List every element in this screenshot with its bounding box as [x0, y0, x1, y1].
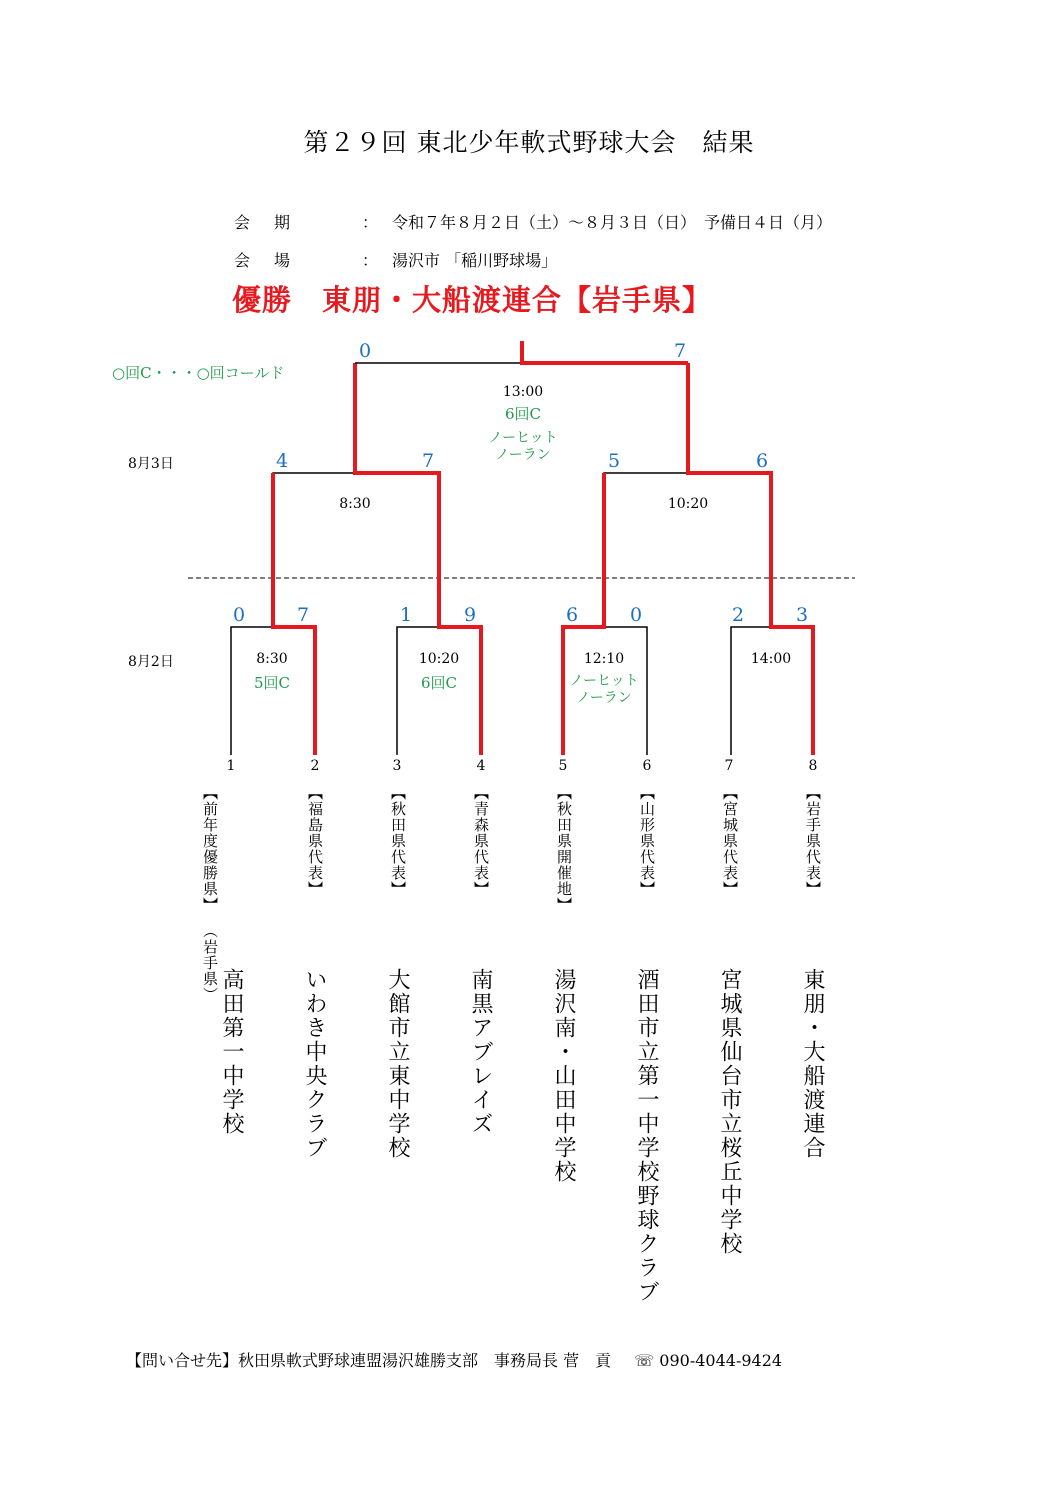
team-6-column — [637, 785, 657, 897]
team-3-column — [388, 785, 408, 897]
final-note2-line2: ノーラン — [495, 447, 551, 463]
final-note: 6回C — [504, 405, 542, 423]
team-6-name: 酒田市立第一中学校野球クラブ — [634, 968, 659, 1304]
semi2-score-left: 5 — [607, 450, 621, 472]
period-colon: ： — [362, 213, 379, 232]
period-label: 会期 — [234, 213, 315, 232]
page-title: 第２９回 東北少年軟式野球大会 結果 — [303, 128, 755, 157]
team-5-name-col — [551, 968, 575, 1184]
semi2-time: 10:20 — [667, 496, 709, 512]
semi1-score-left: 4 — [275, 450, 289, 472]
team-4-pref: 【青森県代表】 — [472, 785, 490, 897]
seed-1: 1 — [226, 758, 236, 774]
seed-4: 4 — [476, 758, 486, 774]
r1g2-score-left: 1 — [399, 604, 413, 626]
r1g3-note-line2: ノーラン — [576, 690, 632, 706]
seed-7: 7 — [724, 758, 734, 774]
team-4-name: 南黒アブレイズ — [468, 968, 493, 1136]
team-2-name: いわき中央クラブ — [302, 968, 327, 1160]
team-1-name: 高田第一中学校 — [219, 968, 244, 1136]
r1g2-score-right: 9 — [463, 604, 477, 626]
r1g4-loser-line — [731, 627, 771, 755]
team-7-name-col — [717, 968, 741, 1256]
seed-3: 3 — [392, 758, 402, 774]
seed-5: 5 — [558, 758, 568, 774]
r1g4-time: 14:00 — [750, 651, 792, 667]
final-score-left: 0 — [358, 340, 372, 362]
team-6-name-col — [634, 968, 658, 1304]
team-5-pref: 【秋田県開催地】 — [555, 785, 573, 913]
team-3-pref: 【秋田県代表】 — [389, 785, 407, 897]
team-8-column — [803, 785, 823, 897]
team-4-name-col — [468, 968, 492, 1136]
venue-colon: ： — [362, 251, 379, 270]
team-8-name: 東朋・大船渡連合 — [800, 968, 825, 1160]
r1g2-note: 6回C — [420, 674, 458, 692]
venue-value: 湯沢市 「稲川野球場」 — [392, 251, 558, 270]
team-7-name: 宮城県仙台市立桜丘中学校 — [717, 968, 742, 1256]
r1g1-note: 5回C — [253, 674, 291, 692]
team-7-pref: 【宮城県代表】 — [721, 785, 739, 897]
venue-label: 会場 — [234, 251, 315, 270]
seed-6: 6 — [642, 758, 652, 774]
team-4-column — [471, 785, 491, 897]
team-8-pref: 【岩手県代表】 — [804, 785, 822, 897]
seed-8: 8 — [808, 758, 818, 774]
winner-banner: 優勝 東朋・大船渡連合【岩手県】 — [232, 283, 713, 317]
final-score-right: 7 — [673, 340, 687, 362]
team-3-name-col — [385, 968, 409, 1160]
r1g2-time: 10:20 — [418, 651, 460, 667]
final-time: 13:00 — [502, 384, 544, 400]
footer-contact — [126, 1348, 800, 1371]
r1g3-score-left: 6 — [565, 604, 579, 626]
semi2-loser-line — [604, 473, 688, 578]
legend-note: ○回C・・・○回コールド — [112, 364, 285, 382]
final-note2-line1: ノーヒット — [488, 430, 558, 446]
team-2-pref: 【福島県代表】 — [306, 785, 324, 897]
team-3-name: 大館市立東中学校 — [385, 968, 410, 1160]
contact-phone: ☏ 090-4044-9424 — [634, 1351, 783, 1370]
semi1-time: 8:30 — [339, 496, 371, 512]
r1g3-time: 12:10 — [583, 651, 625, 667]
team-7-column — [720, 785, 740, 897]
team-2-column — [305, 785, 325, 897]
r1g4-score-left: 2 — [731, 604, 745, 626]
r1g1-score-right: 7 — [296, 604, 310, 626]
final-note2 — [463, 430, 583, 464]
semi1-loser-line — [273, 473, 355, 578]
contact-text: 【問い合せ先】秋田県軟式野球連盟湯沢雄勝支部 事務局長 菅 貢 — [126, 1351, 612, 1370]
r1g3-note-line1: ノーヒット — [569, 673, 639, 689]
team-8-name-col — [800, 968, 824, 1160]
r1g4-score-right: 3 — [795, 604, 809, 626]
team-1-name-col — [219, 968, 243, 1136]
team-1-pref: 【前年度優勝県】 — [201, 785, 219, 913]
team-1-column — [200, 785, 220, 1003]
team-1-pref2: （岩手県） — [201, 923, 219, 1003]
semi1-score-right: 7 — [421, 450, 435, 472]
seed-2: 2 — [310, 758, 320, 774]
r1g1-score-left: 0 — [232, 604, 246, 626]
period-value: 令和７年８月２日（土）～８月３日（日） 予備日４日（月） — [392, 213, 833, 232]
team-5-column — [554, 785, 574, 913]
date-label-day1: 8月2日 — [128, 654, 174, 670]
team-5-name: 湯沢南・山田中学校 — [551, 968, 576, 1184]
date-label-day2: 8月3日 — [128, 456, 174, 472]
team-6-pref: 【山形県代表】 — [638, 785, 656, 897]
r1g3-note — [544, 673, 664, 707]
team-2-name-col — [302, 968, 326, 1160]
r1g1-time: 8:30 — [256, 651, 288, 667]
final-winner-line — [522, 341, 688, 363]
semi2-score-right: 6 — [755, 450, 769, 472]
r1g3-score-right: 0 — [629, 604, 643, 626]
